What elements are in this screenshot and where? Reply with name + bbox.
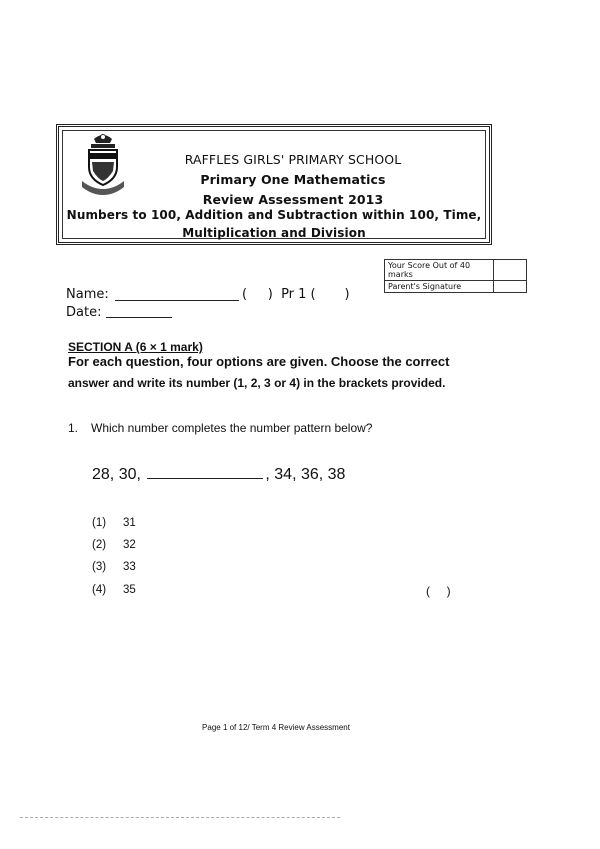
option-value: 33 [123, 561, 136, 573]
score-label: Your Score Out of 40 marks [385, 260, 494, 281]
assessment-title: Review Assessment 2013 [202, 192, 384, 207]
date-field[interactable] [106, 317, 172, 318]
section-instruction-1: For each question, four options are given. Choose the correct [68, 354, 450, 369]
signature-value-cell[interactable] [494, 281, 527, 293]
option-label: (3) [92, 561, 107, 573]
option-label: (2) [92, 539, 107, 551]
section-title: SECTION A (6 × 1 mark) [68, 340, 203, 354]
bottom-scan-rule [20, 817, 340, 818]
answer-bracket[interactable]: ( ) [426, 584, 451, 598]
number-pattern [92, 466, 345, 484]
name-field[interactable] [115, 300, 239, 301]
score-value-cell[interactable] [494, 260, 527, 281]
topics-line-2: Multiplication and Division [182, 226, 366, 240]
date-label: Date: [66, 305, 102, 320]
option-2 [92, 539, 136, 551]
name-label: Name: [66, 287, 109, 302]
score-table [384, 259, 527, 293]
question-text: Which number completes the number pattern below? [91, 421, 373, 435]
class-register-fields: ( ) Pr 1 ( ) [242, 287, 350, 302]
option-1 [92, 517, 136, 529]
pattern-start: 28, 30, [92, 466, 141, 483]
option-3 [92, 561, 136, 573]
option-label: (1) [92, 517, 107, 529]
page-footer: Page 1 of 12/ Term 4 Review Assessment [202, 723, 350, 732]
topics-line-1: Numbers to 100, Addition and Subtraction within 100, Time, [66, 208, 482, 222]
option-value: 32 [123, 539, 136, 551]
section-instruction-2: answer and write its number (1, 2, 3 or 4) in the brackets provided. [68, 376, 446, 390]
pattern-blank[interactable] [147, 466, 263, 479]
pattern-end: , 34, 36, 38 [265, 466, 346, 483]
signature-label: Parent's Signature [385, 281, 494, 293]
option-value: 31 [123, 517, 136, 529]
option-4 [92, 584, 136, 596]
option-value: 35 [123, 584, 136, 596]
signature-row [385, 281, 527, 293]
score-row [385, 260, 527, 281]
school-name: RAFFLES GIRLS' PRIMARY SCHOOL [184, 152, 402, 167]
option-label: (4) [92, 584, 107, 596]
subject-title: Primary One Mathematics [200, 172, 386, 187]
question-number: 1. [68, 421, 79, 435]
